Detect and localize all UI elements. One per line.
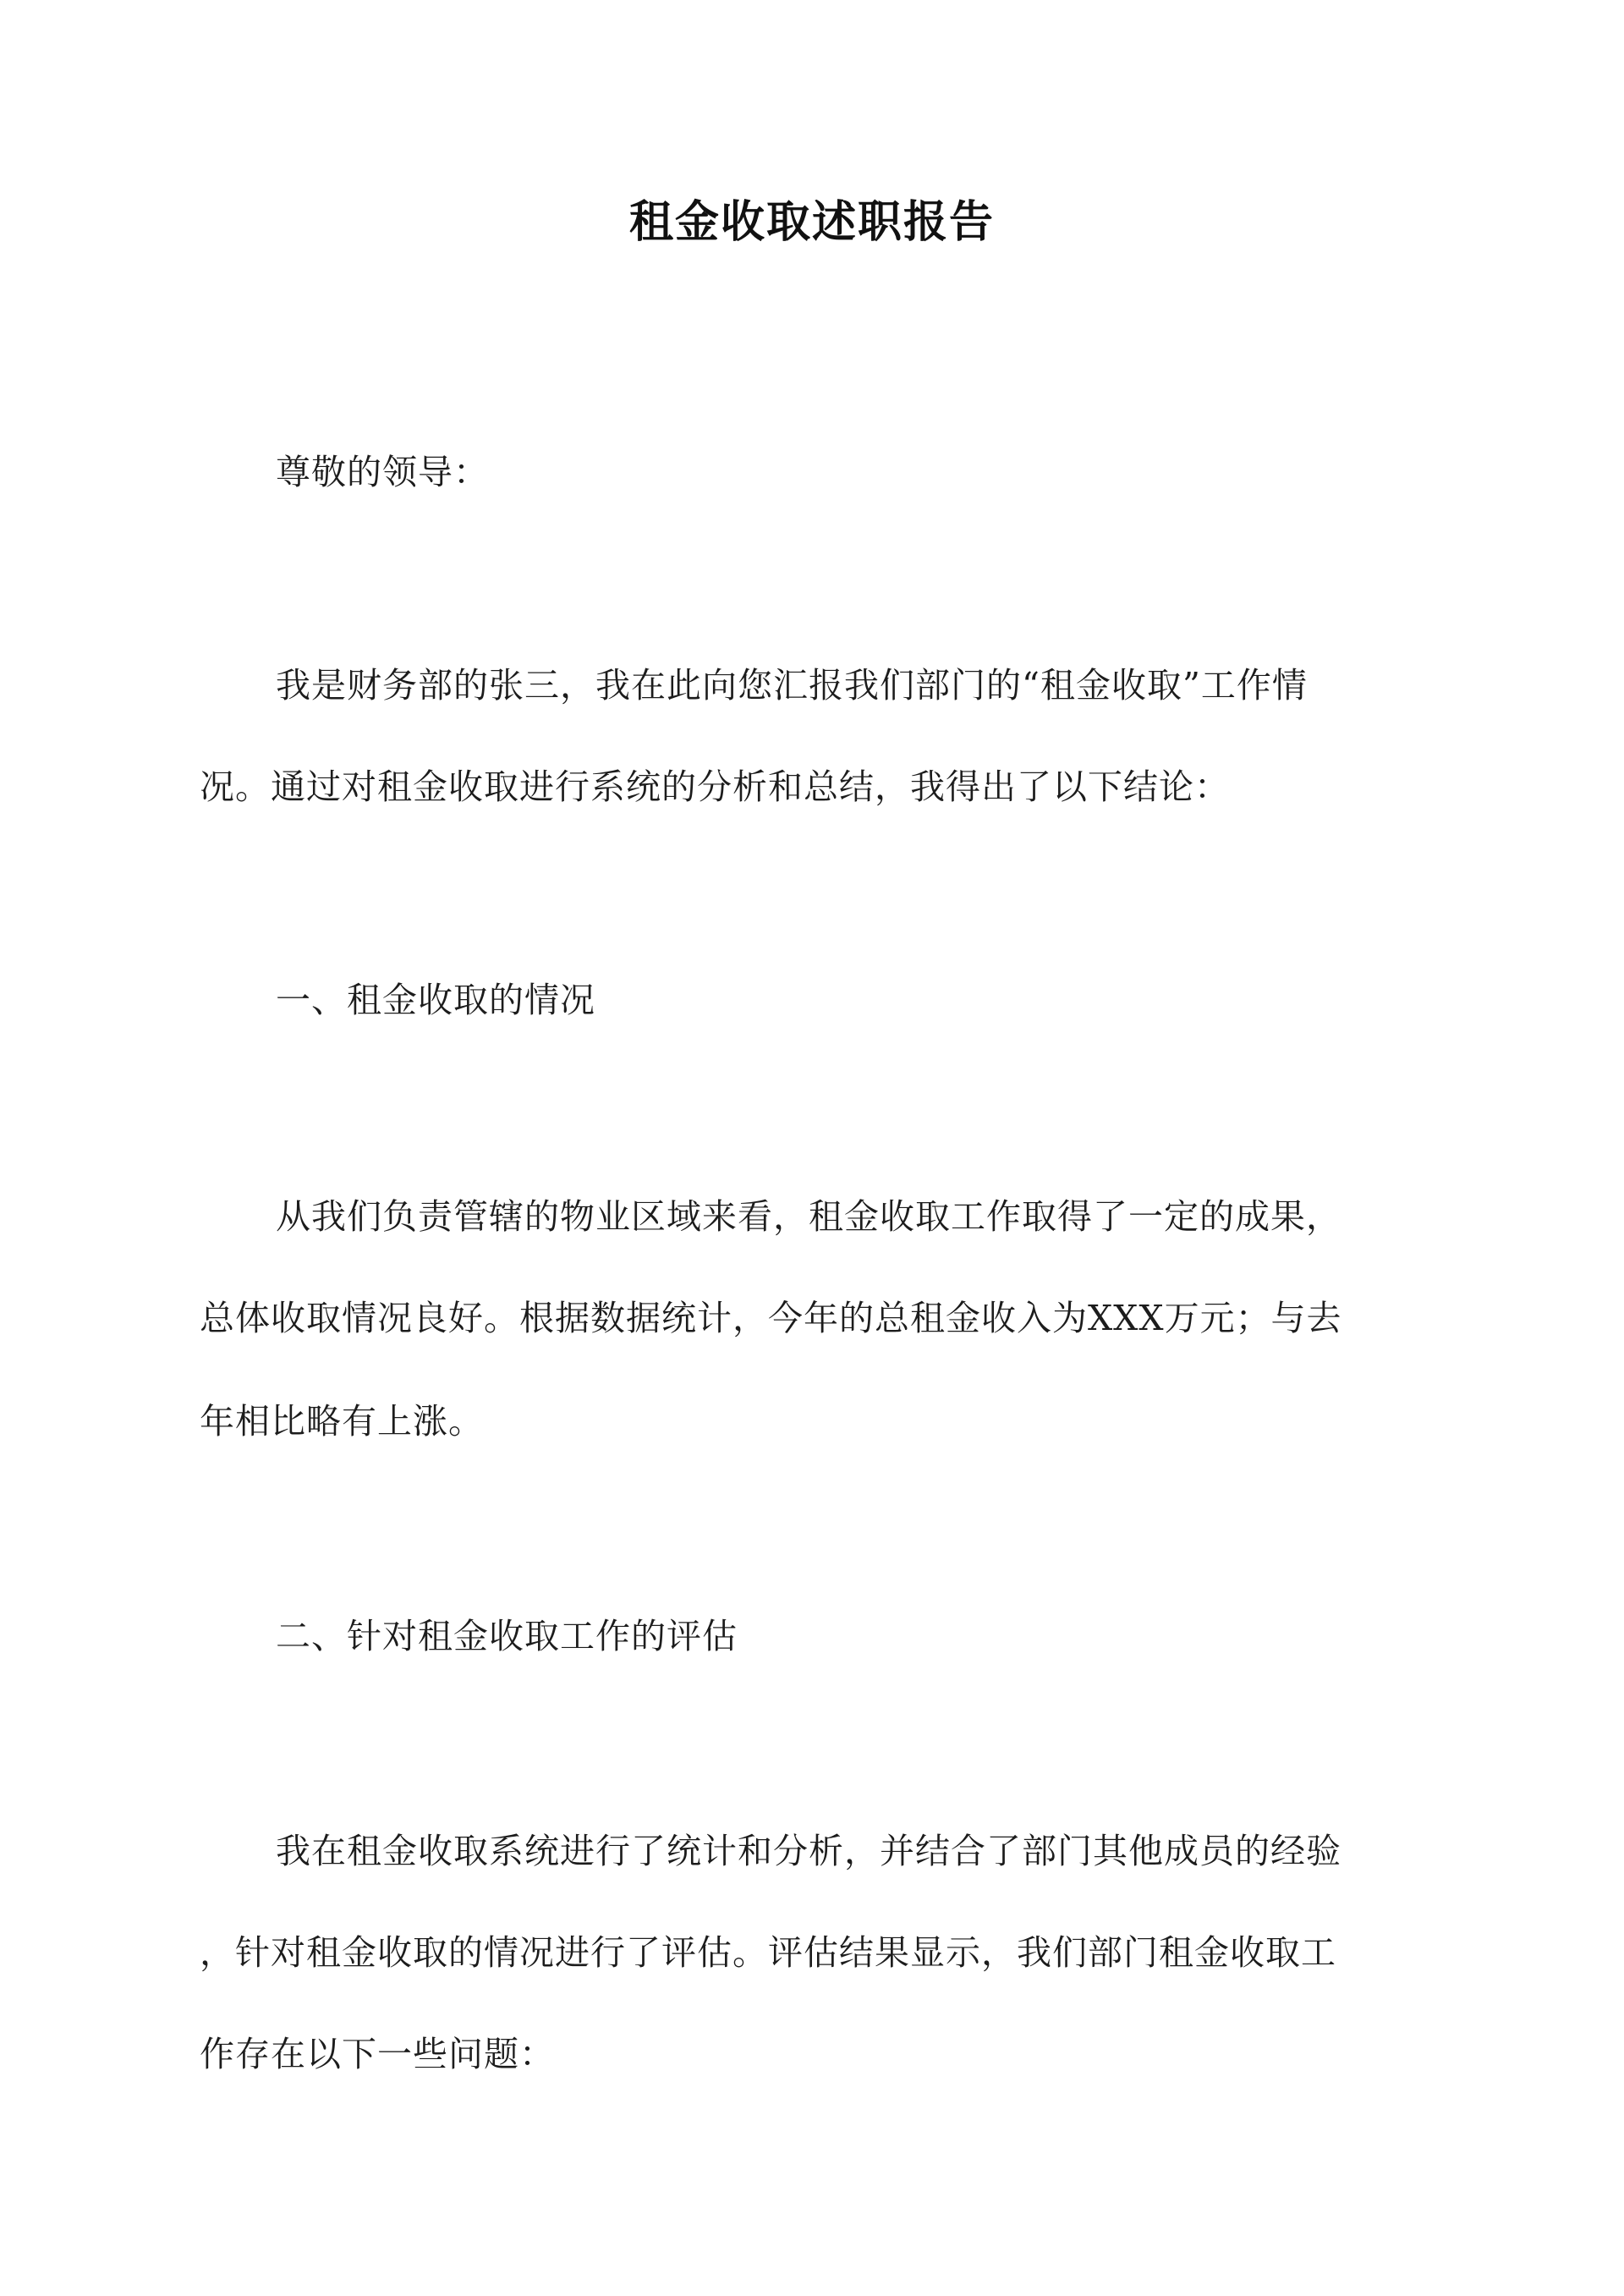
intro-line-2: 况。通过对租金收取进行系统的分析和总结，我得出了以下结论： bbox=[200, 766, 1230, 807]
section1-line-1: 从我们负责管辖的物业区域来看，租金收取工作取得了一定的成果， bbox=[276, 1196, 1341, 1237]
section2-line-3: 作存在以下一些问题： bbox=[200, 2034, 555, 2074]
section1-line-2: 总体收取情况良好。根据数据统计，今年的总租金收入为XXX万元；与去 bbox=[200, 1298, 1342, 1338]
section2-line-1: 我在租金收取系统进行了统计和分析，并结合了部门其他成员的经验 bbox=[276, 1831, 1341, 1871]
intro-line-1: 我是财务部的张三，我在此向您汇报我们部门的“租金收取”工作情 bbox=[276, 665, 1308, 706]
section1-heading: 一、租金收取的情况 bbox=[276, 980, 595, 1020]
section1-line-3: 年相比略有上涨。 bbox=[200, 1401, 484, 1442]
section2-heading: 二、针对租金收取工作的评估 bbox=[276, 1616, 738, 1656]
section2-line-2: ，针对租金收取的情况进行了评估。评估结果显示，我们部门租金收取工 bbox=[200, 1932, 1336, 1973]
salutation: 尊敬的领导： bbox=[276, 452, 489, 492]
document-title: 租金收取述职报告 bbox=[628, 196, 995, 248]
